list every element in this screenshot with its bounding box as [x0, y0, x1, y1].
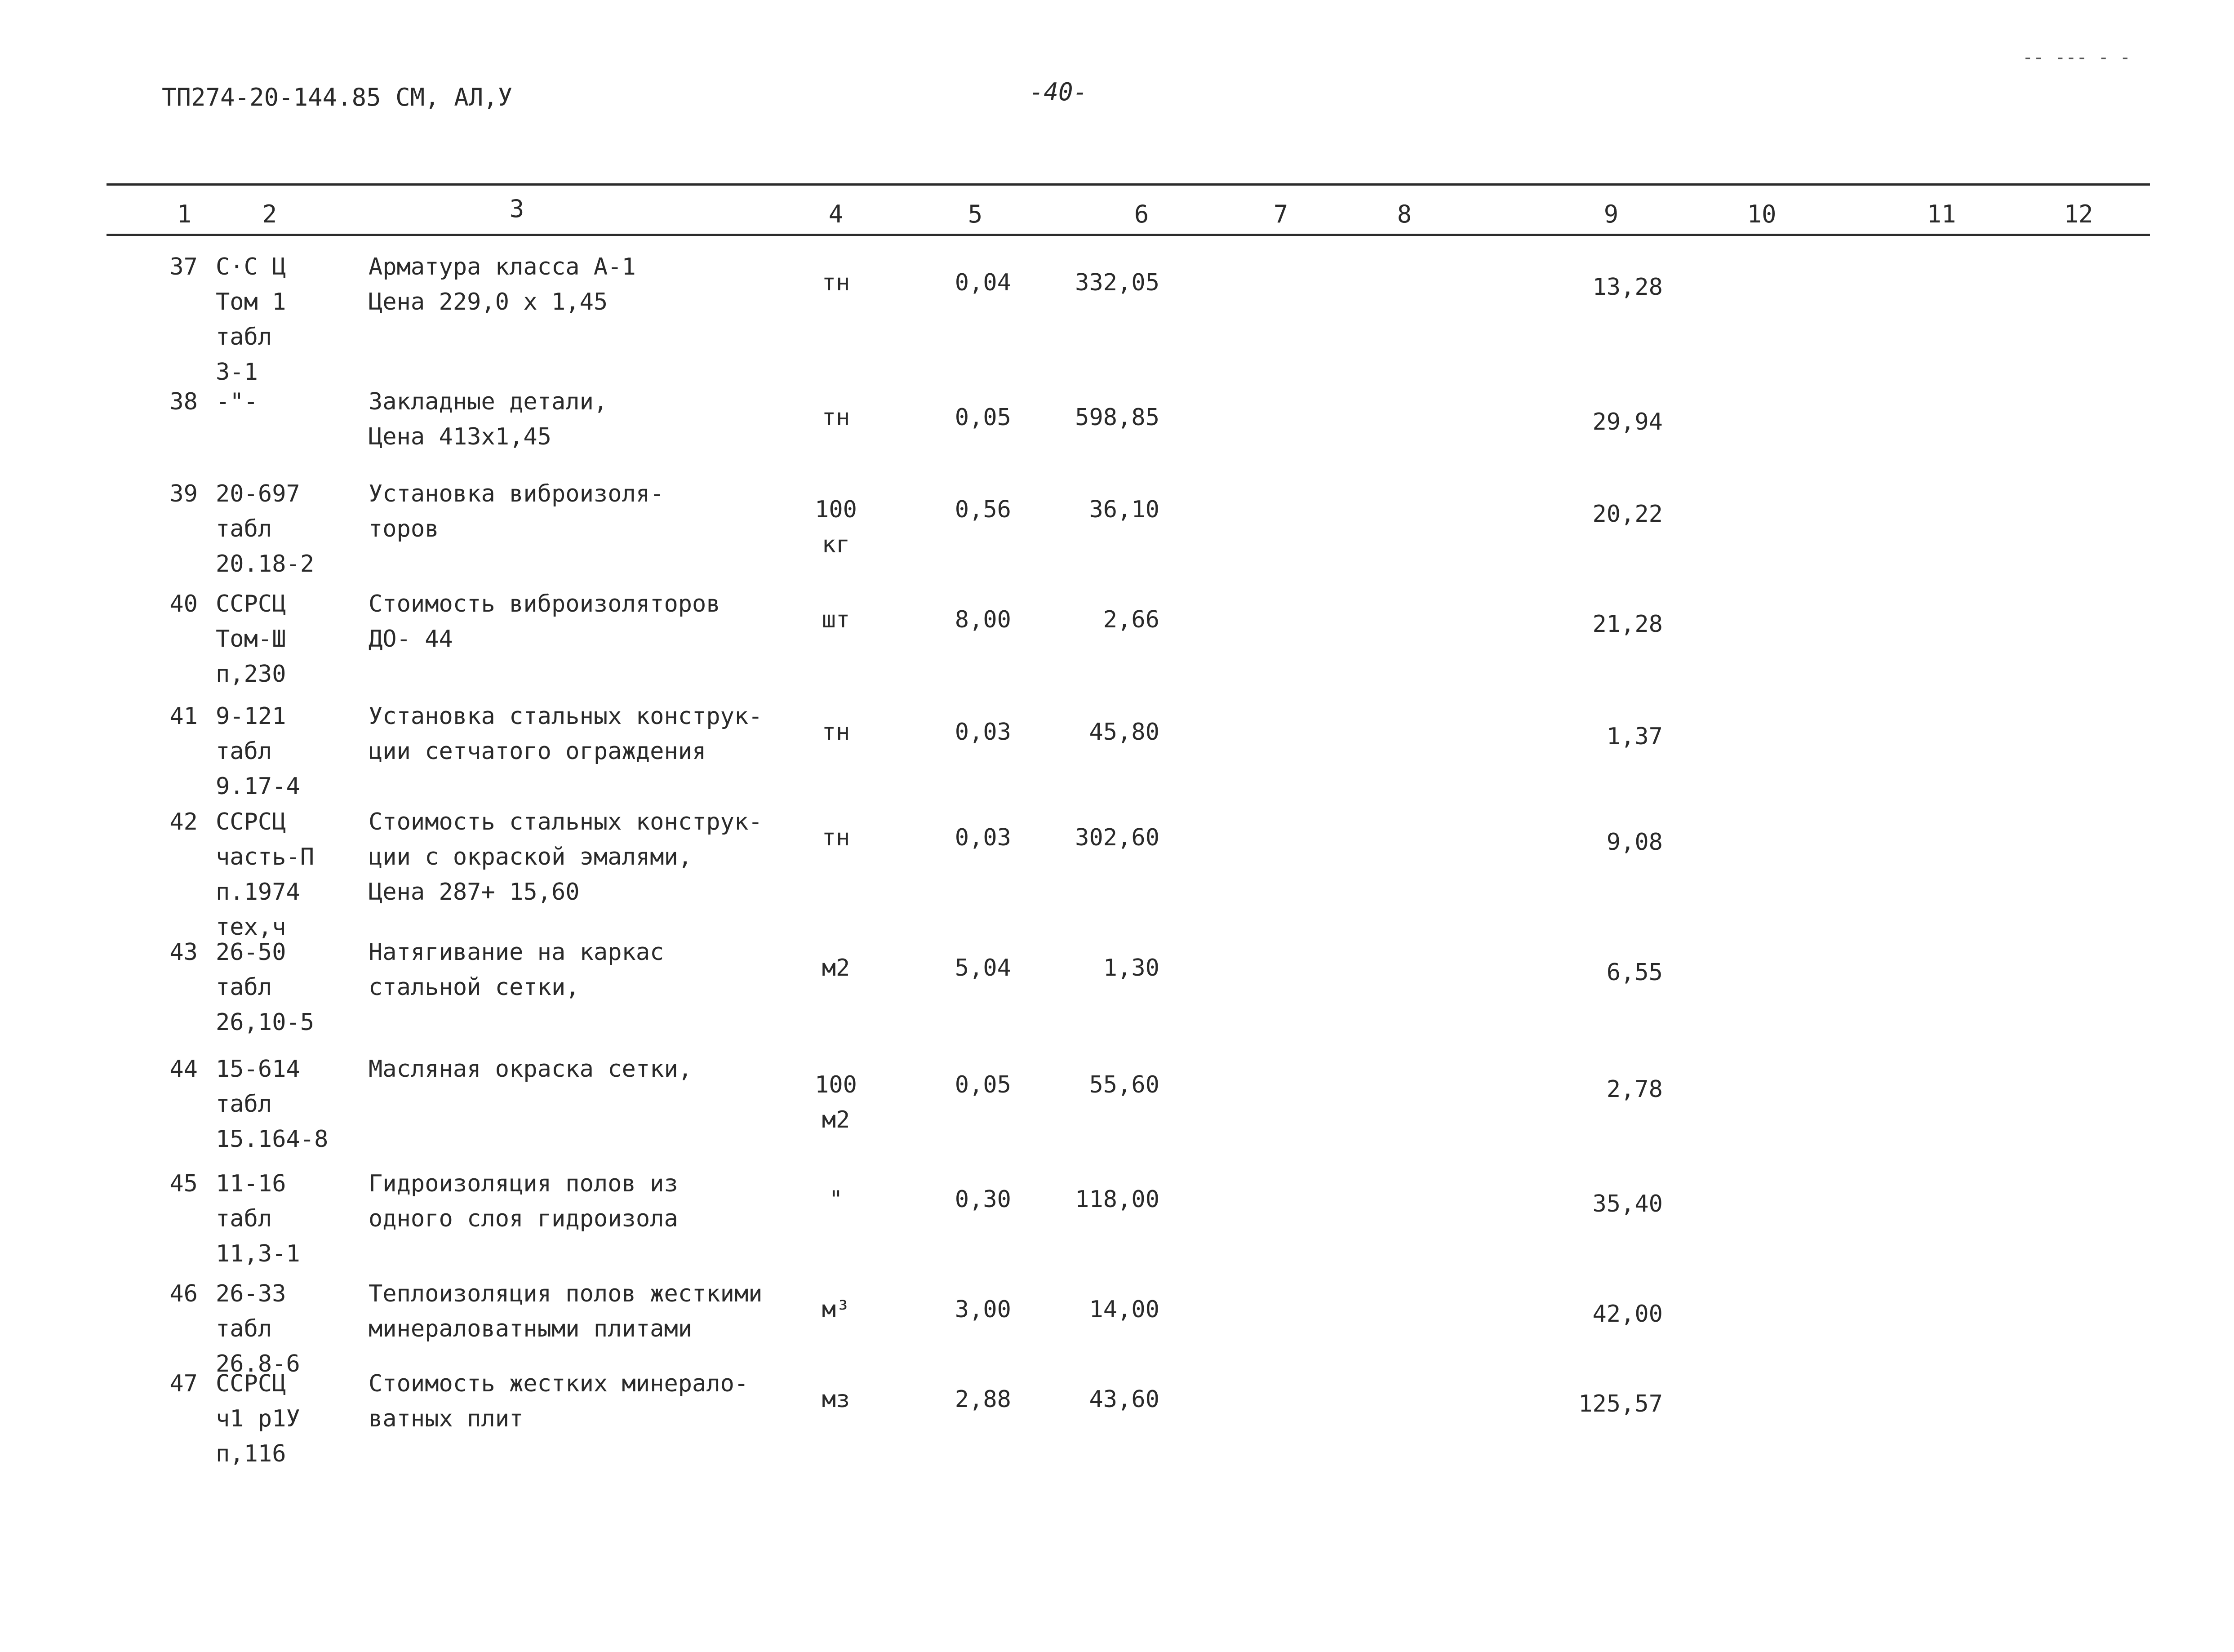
price-reference: -"- — [216, 388, 258, 415]
unit-price: 2,66 — [1103, 606, 1159, 633]
row-number: 45 — [169, 1170, 198, 1197]
price-reference: ССРСЦ часть-П п.1974 тех,ч — [216, 808, 315, 941]
total-cost: 21,28 — [1592, 611, 1663, 638]
unit-of-measure: тн — [822, 269, 850, 296]
work-description: Закладные детали, Цена 413х1,45 — [369, 388, 608, 450]
price-reference: 15-614 табл 15.164-8 — [216, 1056, 329, 1153]
unit-of-measure: мз — [822, 1386, 850, 1413]
unit-price: 45,80 — [1089, 719, 1159, 746]
total-cost: 35,40 — [1592, 1190, 1663, 1217]
total-cost: 9,08 — [1606, 829, 1663, 856]
quantity: 8,00 — [955, 606, 1011, 633]
row-number: 46 — [169, 1280, 198, 1307]
unit-of-measure: шт — [822, 606, 850, 633]
unit-of-measure: тн — [822, 719, 850, 746]
quantity: 0,30 — [955, 1186, 1011, 1213]
work-description: Теплоизоляция полов жесткими минераловатными плитами — [369, 1280, 763, 1342]
price-reference: 26-33 табл 26.8-6 — [216, 1280, 300, 1377]
unit-price: 55,60 — [1089, 1071, 1159, 1098]
quantity: 0,04 — [955, 269, 1011, 296]
total-cost: 2,78 — [1606, 1076, 1663, 1103]
quantity: 0,03 — [955, 719, 1011, 746]
unit-of-measure: 100 м2 — [815, 1071, 857, 1133]
row-number: 42 — [169, 808, 198, 835]
unit-of-measure: 100 кг — [815, 496, 857, 558]
price-reference: 9-121 табл 9.17-4 — [216, 703, 300, 800]
unit-price: 598,85 — [1075, 404, 1159, 431]
work-description: Установка стальных конструк- ции сетчатого ограждения — [369, 703, 763, 765]
column-header-11: 11 — [1927, 200, 1956, 228]
row-number: 47 — [169, 1370, 198, 1397]
price-reference: 26-50 табл 26,10-5 — [216, 939, 315, 1036]
row-number: 38 — [169, 388, 198, 415]
work-description: Гидроизоляция полов из одного слоя гидроизола — [369, 1170, 678, 1232]
unit-of-measure: тн — [822, 404, 850, 431]
corner-mark: -- --- - - — [2022, 47, 2131, 68]
column-header-10: 10 — [1747, 200, 1777, 228]
unit-price: 1,30 — [1103, 955, 1159, 981]
header-top-rule — [107, 183, 2150, 186]
work-description: Масляная окраска сетки, — [369, 1056, 693, 1083]
price-reference: ССРСЦ ч1 р1У п,116 — [216, 1370, 300, 1467]
quantity: 0,05 — [955, 1071, 1011, 1098]
quantity: 0,03 — [955, 824, 1011, 851]
total-cost: 29,94 — [1592, 409, 1663, 435]
column-header-6: 6 — [1134, 200, 1149, 228]
row-number: 37 — [169, 253, 198, 280]
column-header-3: 3 — [509, 195, 524, 223]
quantity: 0,56 — [955, 496, 1011, 523]
total-cost: 13,28 — [1592, 274, 1663, 301]
row-number: 39 — [169, 480, 198, 507]
price-reference: 11-16 табл 11,3-1 — [216, 1170, 300, 1267]
price-reference: ССРСЦ Том-Ш п,230 — [216, 591, 286, 688]
work-description: Стоимость виброизоляторов ДО- 44 — [369, 591, 720, 653]
row-number: 43 — [169, 939, 198, 966]
work-description: Арматура класса А-1 Цена 229,0 х 1,45 — [369, 253, 636, 315]
unit-of-measure: " — [829, 1186, 843, 1213]
total-cost: 1,37 — [1606, 723, 1663, 750]
work-description: Стоимость жестких минерало- ватных плит — [369, 1370, 749, 1432]
row-number: 40 — [169, 591, 198, 617]
price-reference: 20-697 табл 20.18-2 — [216, 480, 315, 577]
work-description: Натягивание на каркас стальной сетки, — [369, 939, 664, 1001]
total-cost: 20,22 — [1592, 501, 1663, 528]
unit-price: 36,10 — [1089, 496, 1159, 523]
quantity: 5,04 — [955, 955, 1011, 981]
row-number: 44 — [169, 1056, 198, 1083]
unit-price: 14,00 — [1089, 1296, 1159, 1323]
column-header-7: 7 — [1273, 200, 1288, 228]
work-description: Стоимость стальных конструк- ции с окраской эмалями, Цена 287+ 15,60 — [369, 808, 763, 906]
total-cost: 125,57 — [1578, 1390, 1663, 1417]
work-description: Установка виброизоля- торов — [369, 480, 664, 542]
price-reference: С·С Ц Том 1 табл 3-1 — [216, 253, 286, 386]
column-header-5: 5 — [968, 200, 983, 228]
unit-price: 43,60 — [1089, 1386, 1159, 1413]
header-bottom-rule — [107, 234, 2150, 236]
unit-of-measure: тн — [822, 824, 850, 851]
total-cost: 42,00 — [1592, 1301, 1663, 1328]
unit-price: 118,00 — [1075, 1186, 1159, 1213]
unit-price: 302,60 — [1075, 824, 1159, 851]
document-code: ТП274-20-144.85 СМ, АЛ,У — [162, 83, 513, 111]
column-header-12: 12 — [2064, 200, 2093, 228]
column-header-8: 8 — [1397, 200, 1412, 228]
unit-price: 332,05 — [1075, 269, 1159, 296]
column-header-9: 9 — [1603, 200, 1619, 228]
column-header-4: 4 — [828, 200, 844, 228]
row-number: 41 — [169, 703, 198, 730]
page-number: -40- — [1029, 78, 1088, 106]
quantity: 0,05 — [955, 404, 1011, 431]
total-cost: 6,55 — [1606, 959, 1663, 986]
quantity: 2,88 — [955, 1386, 1011, 1413]
quantity: 3,00 — [955, 1296, 1011, 1323]
column-header-1: 1 — [177, 200, 192, 228]
unit-of-measure: м³ — [822, 1296, 850, 1323]
unit-of-measure: м2 — [822, 955, 850, 981]
column-header-2: 2 — [262, 200, 277, 228]
